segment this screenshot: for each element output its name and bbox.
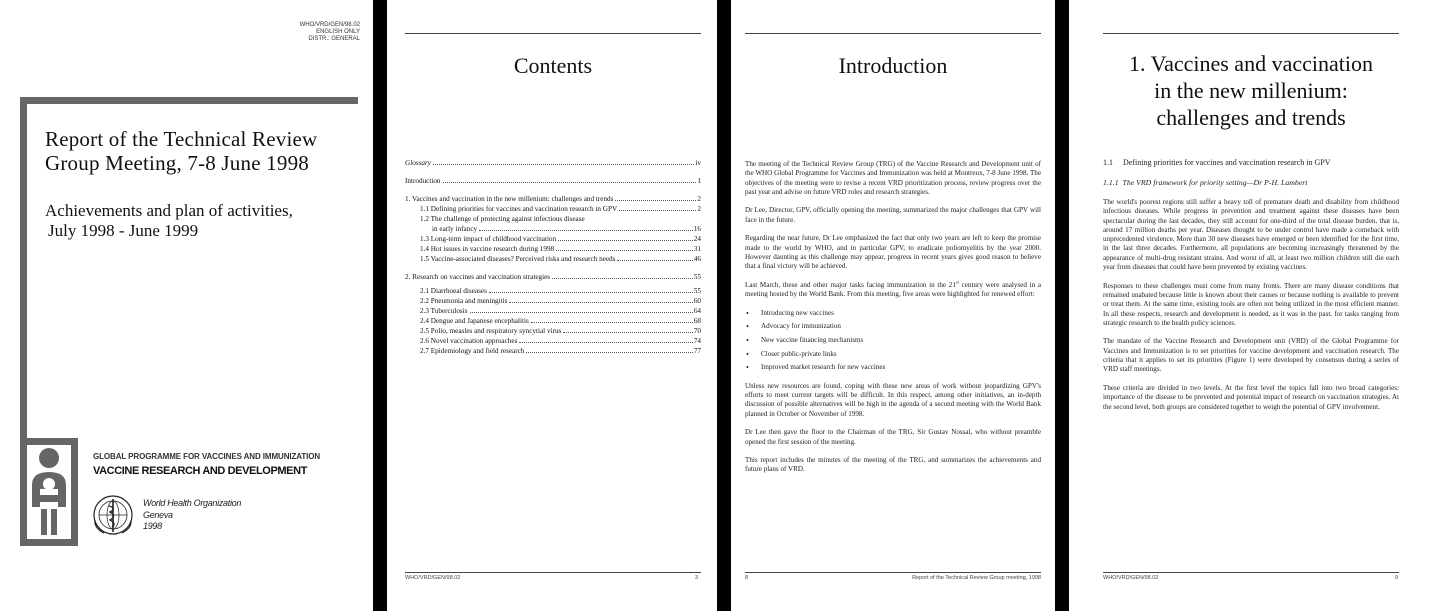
toc-entry[interactable] (405, 254, 701, 264)
cover-frame-left (20, 97, 27, 440)
page-number: 8 (745, 575, 749, 581)
list-item: • Advocacy for immunization (745, 322, 1041, 331)
footer-doc-ref: WHO/VRD/GEN/98.02 (1103, 575, 1159, 581)
body-text (745, 160, 1041, 484)
toc-label: 2.5 Polio, measles and respiratory syncytial virus (420, 327, 562, 335)
introduction-page (731, 0, 1055, 611)
body-text (1103, 198, 1399, 421)
toc-entry[interactable] (405, 326, 701, 336)
toc-page: 60 (693, 297, 701, 305)
toc-entry[interactable] (405, 204, 701, 214)
toc-page: 2 (697, 195, 701, 203)
report-title-line: Group Meeting, 7-8 June 1998 (45, 151, 309, 175)
report-subtitle-line: July 1998 - June 1999 (48, 221, 199, 240)
header-rule (1103, 33, 1399, 34)
document-reference (300, 22, 360, 44)
toc-label: 2.4 Dengue and Japanese encephalitis (420, 317, 529, 325)
report-title (45, 127, 365, 175)
list-item: • Closer public-private links (745, 350, 1041, 359)
page-number: 9 (1395, 575, 1399, 581)
toc-entry-chapter-2[interactable] (405, 272, 701, 282)
toc-entry-introduction[interactable] (405, 176, 701, 186)
toc-label: 2. Research on vaccines and vaccination strategies (405, 273, 551, 281)
doc-ref-line: ENGLISH ONLY (316, 29, 360, 36)
cover-frame-top (20, 97, 358, 104)
toc-page: 1 (697, 177, 701, 185)
footer-doc-ref: WHO/VRD/GEN/98.02 (405, 575, 461, 581)
chapter-title-line: challenges and trends (1156, 105, 1346, 130)
toc-label: 1.2 The challenge of protecting against infectious disease (420, 215, 585, 223)
paragraph: Responses to these challenges must come from many fronts. There are many disease conditions that remained unabated because little is known about their causes or because nothing is available to prevent or treat them. At the same time, existing tools are often not being utilized in the most efficient manner. In all these respects, research and development is needed, as it was in the past, for tasks ranging from strategic research to the health policy sciences. (1103, 281, 1399, 327)
toc-page: 24 (693, 235, 701, 243)
programme-name: GLOBAL PROGRAMME FOR VACCINES AND IMMUNIZATION (93, 452, 321, 461)
list-item: • Introducing new vaccines (745, 309, 1041, 318)
toc-label: Introduction (405, 177, 441, 185)
toc-label: 2.7 Epidemiology and field research (420, 347, 525, 355)
cover-page (0, 0, 373, 611)
text-run: century were analysed in a meeting hosted by the World Bank. From this meeting, five areas were highlighted for renewed effort: (745, 280, 1041, 299)
toc-entry[interactable] (405, 336, 701, 346)
page-title: Introduction (838, 53, 948, 78)
toc-label: 1.5 Vaccine-associated diseases? Perceived risks and research needs (420, 255, 616, 263)
organization-block (143, 498, 241, 533)
list-item: • New vaccine financing mechanisms (745, 336, 1041, 345)
bullet-list (745, 309, 1041, 373)
doc-ref-line: DISTR.: GENERAL (308, 36, 360, 43)
paragraph: Regarding the near future, Dr Lee emphasized the fact that only two years are left to keep the promise made to the world by WHO, and in particular GPV, to eradicate poliomyelitis by the year 2000. However daunting as this challenge may appear, progress in recent years gives good reason to believe that a final victory will be achieved. (745, 234, 1041, 271)
paragraph: The meeting of the Technical Review Group (TRG) of the Vaccine Research and Development unit of the WHO Global Programme for Vaccines and Immunization was held at Montreux, 7-8 June 1998. The objectives of the meeting were to revise a recent VRD prioritization process, review progress over the past year and advise on future VRD roles and research strategies. (745, 160, 1041, 196)
paragraph (745, 281, 1041, 300)
toc-page: 68 (693, 317, 701, 325)
paragraph: The mandate of the Vaccine Research and Development unit (VRD) of the Global Programme for Vaccines and Immunization is to set priorities for vaccine development and vaccination research. The criteria that it applies to set its priorities (Figure 1) were developed by consensus during a series of VRD staff meetings. (1103, 337, 1399, 374)
report-subtitle-line: Achievements and plan of activities, (45, 201, 293, 220)
organization-line: 1998 (143, 521, 162, 531)
footer-rule (1103, 572, 1399, 573)
toc-page: 70 (693, 327, 701, 335)
footer-rule (405, 572, 701, 573)
person-with-child-icon (27, 445, 71, 539)
superscript: st (955, 279, 959, 285)
toc-entry[interactable] (405, 234, 701, 244)
toc-entry[interactable] (405, 346, 701, 356)
table-of-contents (405, 158, 701, 356)
report-title-line: Report of the Technical Review (45, 127, 318, 151)
toc-label: 2.3 Tuberculosis (420, 307, 468, 315)
toc-page: 74 (693, 337, 701, 345)
toc-label: in early infancy (432, 225, 478, 233)
text-run: Last March, these and other major tasks facing immunization in the 21 (745, 280, 956, 289)
toc-entry[interactable] (405, 244, 701, 254)
chapter-title-line: in the new millenium: (1154, 78, 1348, 103)
toc-label: 1.3 Long-term impact of childhood vaccination (420, 235, 557, 243)
toc-page: 55 (693, 287, 701, 295)
toc-entry[interactable] (405, 316, 701, 326)
page-number: 3 (695, 575, 699, 581)
toc-page: 16 (693, 225, 701, 233)
doc-ref-line: WHO/VRD/GEN/98.02 (299, 22, 360, 28)
subsection-heading: 1.1.1 The VRD framework for priority setting—Dr P-H. Lambert (1103, 178, 1308, 187)
toc-label: Glossary (405, 159, 431, 167)
person-with-child-logo (20, 438, 78, 546)
contents-page (387, 0, 717, 611)
toc-label: 1.4 Hot issues in vaccine research during 1998 (420, 245, 555, 253)
toc-label: 2.1 Diarrhoeal diseases (420, 287, 487, 295)
toc-entry[interactable] (405, 296, 701, 306)
paragraph: These criteria are divided in two levels. At the first level the topics fall into two broad categories: importance of the disease to be prevented and potential impact of research on vaccination strategies. At the second level, both groups are considered together to weigh the potential of GPV involvement. (1103, 383, 1399, 411)
toc-label: 1.1 Defining priorities for vaccines and vaccination research in GPV (420, 205, 618, 213)
report-subtitle (45, 201, 345, 241)
paragraph: Dr Lee then gave the floor to the Chairman of the TRG, Sir Gustav Nossal, who without preamble opened the first session of the meeting. (745, 428, 1041, 446)
paragraph: Unless new resources are found, coping with these new areas of work without jeopardizing GPV's efforts to meet current targets will be difficult. In this respect, among other initiatives, an in-depth discussion of possible alternatives will be high in the agenda of a second meeting with the World Bank planned in October or November of 1998. (745, 381, 1041, 418)
paragraph: Dr Lee, Director, GPV, officially opening the meeting, summarized the major challenges that GPV will face in the future. (745, 206, 1041, 224)
paragraph: This report includes the minutes of the meeting of the TRG, and summarizes the achievements and future plans of VRD. (745, 456, 1041, 474)
chapter-title-line: 1. Vaccines and vaccination (1129, 51, 1373, 76)
organization-line: Geneva (143, 509, 173, 520)
toc-page: 2 (697, 205, 701, 213)
toc-page: 55 (693, 273, 701, 281)
toc-page: iv (695, 159, 701, 167)
toc-page: 64 (693, 307, 701, 315)
header-rule (745, 33, 1041, 34)
unit-name: VACCINE RESEARCH AND DEVELOPMENT (93, 465, 307, 477)
toc-entry[interactable] (405, 286, 701, 296)
header-rule (405, 33, 701, 34)
footer-rule (745, 572, 1041, 573)
toc-page: 77 (693, 347, 701, 355)
list-item: • Improved market research for new vaccines (745, 363, 1041, 372)
who-emblem-icon (92, 494, 134, 536)
paragraph: The world's poorest regions still suffer a heavy toll of premature death and disability from childhood infectious diseases. While progress in prevention and treatment against these diseases have been spectacular during the last decades, they still account for one-third of the total disease burden, that is, around 17 million deaths per year. Diseases thought to be under control have made a comeback with unprecedented virulence. More than 30 new diseases have emerged or been identified for the first time, in the last three decades. Furthermore, all populations are becoming increasingly threatened by the appearance of multi-drug resistant strains. And worst of all, at least two million children still die each year from diseases that could have been prevented by existing vaccines. (1103, 198, 1399, 272)
toc-entry[interactable] (405, 306, 701, 316)
section-heading: 1.1 Defining priorities for vaccines and vaccination research in GPV (1103, 158, 1331, 167)
toc-entry[interactable] (405, 224, 701, 234)
toc-entry-glossary[interactable] (405, 158, 701, 168)
footer-report-title: Report of the Technical Review Group meeting, 1998 (912, 575, 1041, 581)
toc-label: 2.2 Pneumonia and meningitis (420, 297, 508, 305)
toc-label: 1. Vaccines and vaccination in the new millenium: challenges and trends (405, 195, 614, 203)
chapter-1-page (1069, 0, 1456, 611)
toc-label: 2.6 Novel vaccination approaches (420, 337, 518, 345)
chapter-title (1103, 50, 1399, 131)
toc-page: 31 (693, 245, 701, 253)
organization-line: World Health Organization (143, 498, 242, 508)
page-title: Contents (513, 53, 593, 78)
toc-page: 46 (693, 255, 701, 263)
toc-entry-chapter-1[interactable] (405, 194, 701, 204)
toc-entry[interactable] (405, 214, 701, 224)
